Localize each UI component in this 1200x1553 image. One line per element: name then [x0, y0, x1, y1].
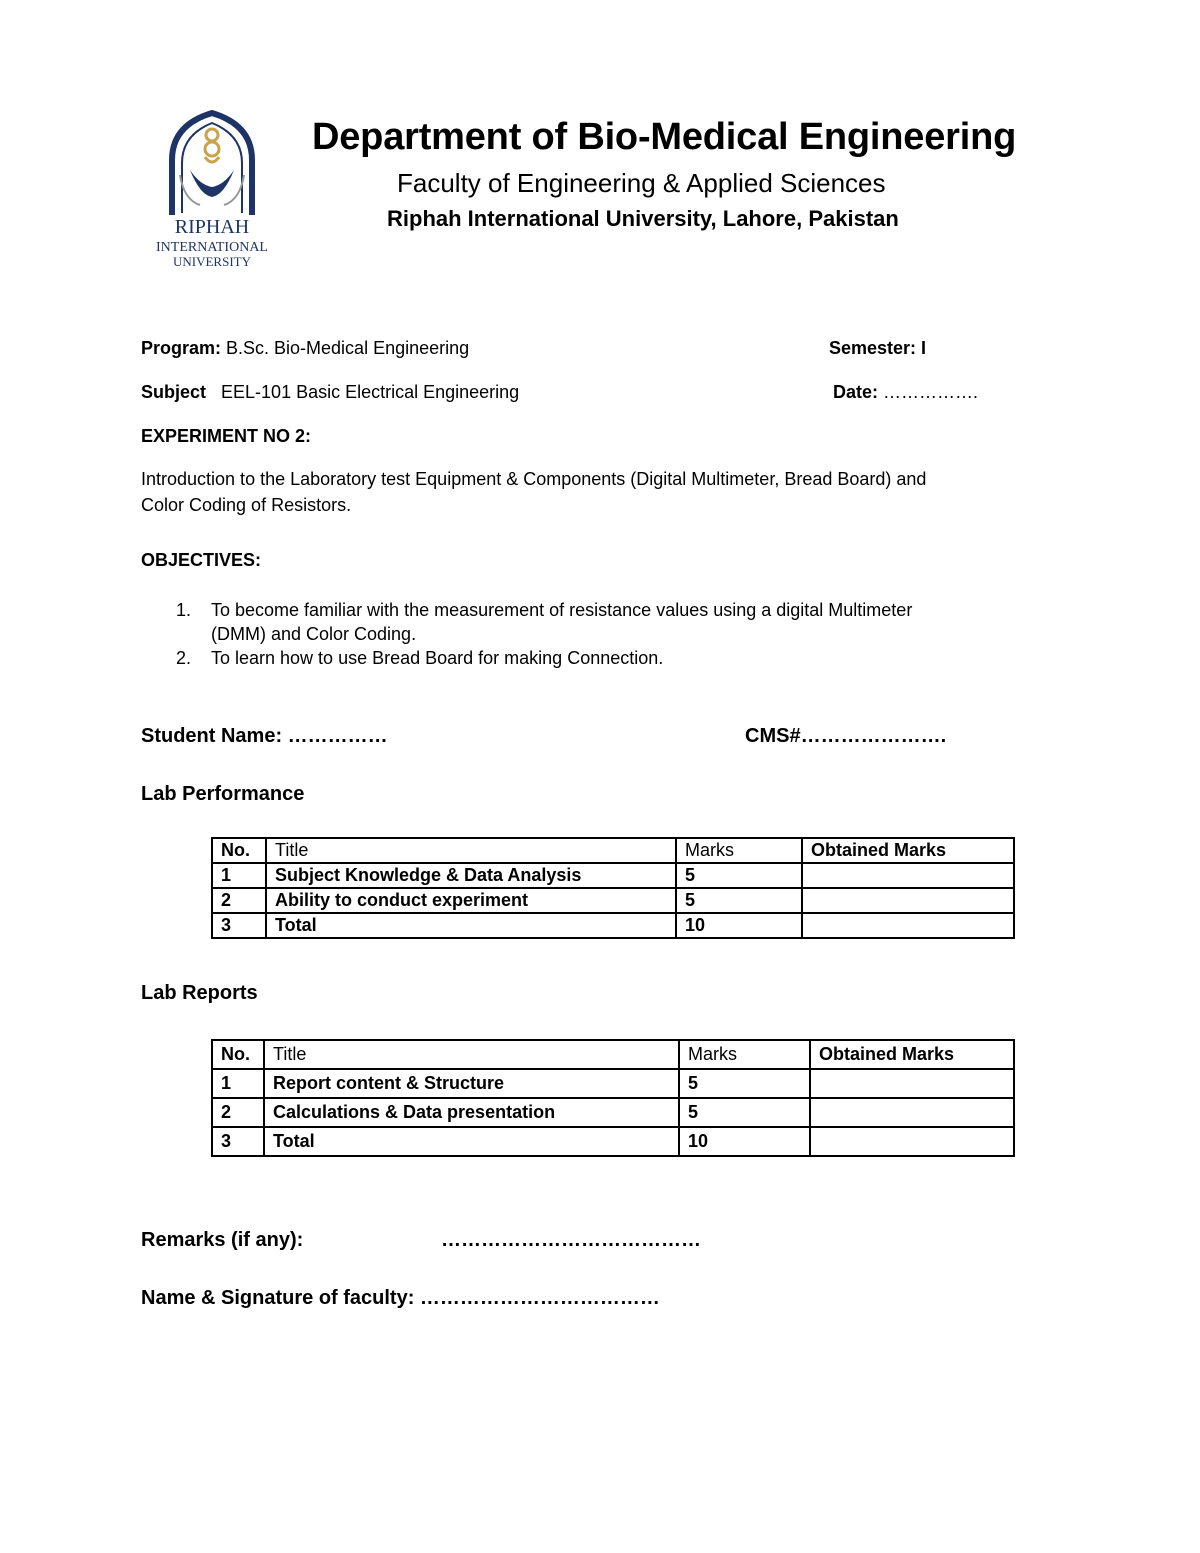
objectives-list: [141, 598, 1041, 670]
objective-item: [141, 598, 1041, 646]
program-value: B.Sc. Bio-Medical Engineering: [221, 338, 470, 358]
cell-obtained[interactable]: [810, 1098, 1014, 1127]
cell-obtained[interactable]: [810, 1069, 1014, 1098]
objective-text-cont: (DMM) and Color Coding.: [211, 624, 417, 644]
cell-marks: 10: [676, 913, 802, 938]
cell-title: Ability to conduct experiment: [266, 888, 676, 913]
cell-title: Total: [266, 913, 676, 938]
cell-no: 3: [212, 913, 266, 938]
program-label: Program:: [141, 338, 222, 358]
experiment-heading: EXPERIMENT NO 2:: [141, 426, 312, 446]
semester-label: Semester:: [829, 338, 917, 358]
semester-value: I: [916, 338, 927, 358]
cell-obtained[interactable]: [802, 888, 1014, 913]
lab-reports-heading: Lab Reports: [141, 982, 258, 1004]
cell-no: 3: [212, 1127, 264, 1156]
subject-line: [141, 382, 519, 403]
logo-name-line2: INTERNATIONAL: [156, 240, 268, 255]
cell-marks: 5: [676, 888, 802, 913]
header-cell: Obtained Marks: [802, 838, 1014, 863]
cell-obtained[interactable]: [810, 1127, 1014, 1156]
cell-no: 1: [212, 1069, 264, 1098]
university-subtitle: Riphah International University, Lahore, Pakistan: [387, 206, 899, 231]
cms-field: CMS#………………….: [745, 725, 947, 747]
header-cell: No.: [212, 1040, 264, 1069]
cell-title: Calculations & Data presentation: [264, 1098, 679, 1127]
cell-no: 1: [212, 863, 266, 888]
objective-text: To become familiar with the measurement of resistance values using a digital Multimeter: [211, 600, 913, 620]
experiment-line2: Color Coding of Resistors.: [141, 495, 352, 515]
cell-title: Total: [264, 1127, 679, 1156]
department-title: Department of Bio-Medical Engineering: [312, 116, 1017, 158]
faculty-subtitle: Faculty of Engineering & Applied Sciences: [397, 168, 886, 198]
riphah-crest-icon: [150, 105, 275, 275]
logo-name-line3: UNIVERSITY: [173, 254, 251, 269]
semester-line: [829, 338, 926, 359]
objective-number: 1.: [176, 600, 192, 620]
cell-obtained[interactable]: [802, 913, 1014, 938]
table-row: [212, 888, 1014, 913]
logo-name-line1: RIPHAH: [174, 216, 250, 238]
cell-no: 2: [212, 1098, 264, 1127]
header-cell: Title: [264, 1040, 679, 1069]
table-row: [212, 1098, 1014, 1127]
subject-label: Subject: [141, 382, 207, 402]
program-line: [141, 338, 469, 359]
experiment-line1: Introduction to the Laboratory test Equipment & Components (Digital Multimeter, Bread Board) and: [141, 469, 927, 489]
cell-marks: 5: [676, 863, 802, 888]
faculty-signature-field: Name & Signature of faculty: ………………………………: [141, 1287, 660, 1309]
header-cell: Marks: [679, 1040, 810, 1069]
cell-marks: 5: [679, 1098, 810, 1127]
cell-no: 2: [212, 888, 266, 913]
table-row: [212, 1127, 1014, 1156]
date-value: …………….: [878, 382, 979, 402]
table-header-row: [212, 838, 1014, 863]
header-cell: Obtained Marks: [810, 1040, 1014, 1069]
remarks-field: …………………………………: [441, 1229, 701, 1251]
university-logo: [150, 105, 275, 275]
table-row: [212, 1069, 1014, 1098]
header-cell: No.: [212, 838, 266, 863]
lab-performance-heading: Lab Performance: [141, 783, 305, 805]
table-row: [212, 913, 1014, 938]
header-cell: Marks: [676, 838, 802, 863]
date-label: Date:: [833, 382, 879, 402]
objectives-heading: OBJECTIVES:: [141, 550, 262, 570]
cell-title: Report content & Structure: [264, 1069, 679, 1098]
lab-reports-table: [211, 1039, 1015, 1157]
objective-item: [141, 646, 1041, 670]
remarks-label: Remarks (if any):: [141, 1229, 304, 1251]
lab-performance-table: [211, 837, 1015, 939]
cell-obtained[interactable]: [802, 863, 1014, 888]
cell-title: Subject Knowledge & Data Analysis: [266, 863, 676, 888]
subject-value: EEL-101 Basic Electrical Engineering: [221, 382, 520, 402]
cell-marks: 5: [679, 1069, 810, 1098]
objective-number: 2.: [176, 648, 192, 668]
table-row: [212, 863, 1014, 888]
date-line: [833, 382, 978, 403]
cell-marks: 10: [679, 1127, 810, 1156]
header-cell: Title: [266, 838, 676, 863]
table-header-row: [212, 1040, 1014, 1069]
objective-text: To learn how to use Bread Board for making Connection.: [211, 648, 664, 668]
student-name-field: Student Name: ……………: [141, 725, 388, 747]
